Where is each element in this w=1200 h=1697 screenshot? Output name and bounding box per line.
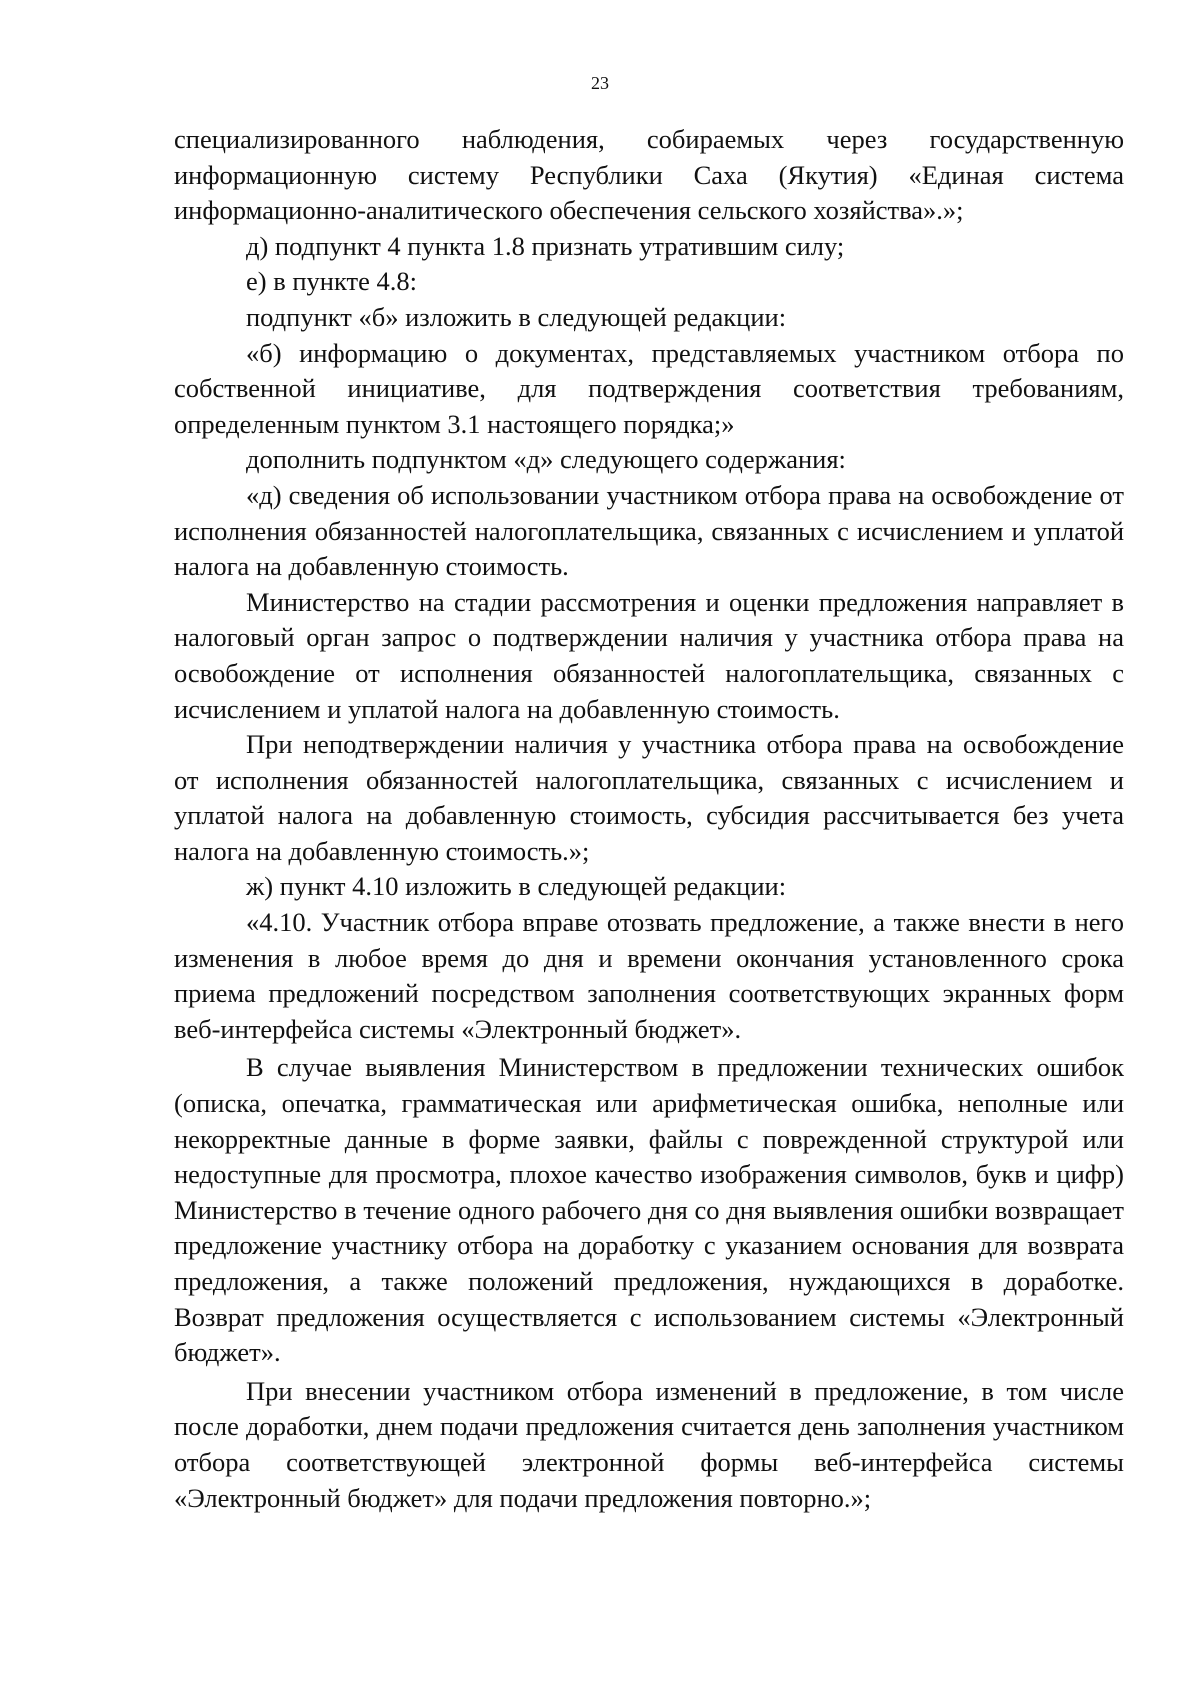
paragraph-subitem-d: д) подпункт 4 пункта 1.8 признать утратившим силу; xyxy=(246,230,845,261)
paragraph-non-confirmation: При неподтверждении наличия у участника отбора права на освобождение от исполнения обязанностей налогоплательщика, связанных с исчислением и уплатой налога на добавленную стоимость, субсидия рассчитывается без учета налога на добавленную стоимость.»; xyxy=(174,729,1124,866)
page-number: 23 xyxy=(591,73,609,93)
document-body xyxy=(174,122,1124,1516)
paragraph-ministry-request: Министерство на стадии рассмотрения и оценки предложения направляет в налоговый орган запрос о подтверждении наличия у участника отбора права на освобождение от исполнения обязанностей налогоплательщика, связанных с исчислением и уплатой налога на добавленную стоимость. xyxy=(174,586,1124,724)
paragraph-subpoint-d-text: «д) сведения об использовании участником отбора права на освобождение от исполнения обязанностей налогоплательщика, связанных с исчислением и уплатой налога на добавленную стоимость. xyxy=(174,479,1124,582)
paragraph-subpoint-d-intro: дополнить подпунктом «д» следующего содержания: xyxy=(246,444,846,475)
paragraph-technical-errors: В случае выявления Министерством в предложении технических ошибок (описка, опечатка, грамматическая или арифметическая ошибка, неполные или некорректные данные в форме заявки, файлы с поврежденной структурой или недоступные для просмотра, плохое качество изображения символов, букв и цифр) Министерство в течение одного рабочего дня со дня выявления ошибки возвращает предложение участнику отбора на доработку с указанием основания для возврата предложения, а также положений предложения, нуждающихся в доработке. Возврат предложения осуществляется с использованием системы «Электронный бюджет». xyxy=(174,1052,1124,1368)
paragraph-point-4-10: «4.10. Участник отбора вправе отозвать предложение, а также внести в него изменения в любое время до дня и времени окончания установленного срока приема предложений посредством заполнения соответствующих экранных форм веб-интерфейса системы «Электронный бюджет». xyxy=(174,907,1124,1044)
paragraph-continuation: специализированного наблюдения, собираемых через государственную информационную систему Республики Саха (Якутия) «Единая система информационно-аналитического обеспечения сельского хозяйства».»; xyxy=(174,124,1124,226)
paragraph-subitem-zh: ж) пункт 4.10 изложить в следующей редакции: xyxy=(246,871,787,902)
paragraph-subpoint-b-intro: подпункт «б» изложить в следующей редакции: xyxy=(246,301,787,332)
paragraph-submission-date: При внесении участником отбора изменений в предложение, в том числе после доработки, днем подачи предложения считается день заполнения участником отбора соответствующей электронной формы веб-интерфейса системы «Электронный бюджет» для подачи предложения повторно.»; xyxy=(174,1375,1124,1513)
paragraph-subitem-e: е) в пункте 4.8: xyxy=(246,266,417,297)
paragraph-subpoint-b-text: «б) информацию о документах, представляемых участником отбора по собственной инициативе, для подтверждения соответствия требованиям, определенным пунктом 3.1 настоящего порядка;» xyxy=(174,337,1124,439)
